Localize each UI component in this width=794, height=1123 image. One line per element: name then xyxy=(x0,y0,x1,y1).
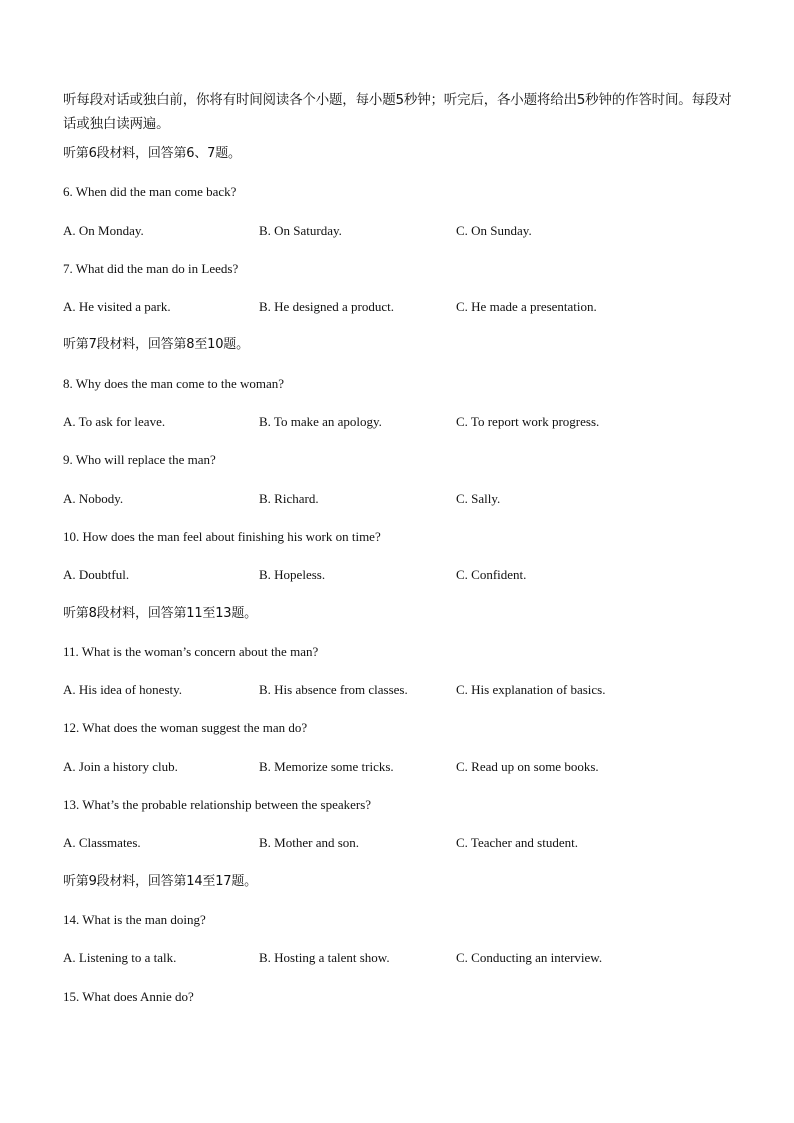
section-heading: 听第7段材料，回答第8至10题。 xyxy=(63,337,249,353)
option-b: B. Hopeless. xyxy=(259,567,326,583)
option-b: B. Richard. xyxy=(259,490,319,506)
question-text: 9. Who will replace the man? xyxy=(63,452,216,468)
question-text: 6. When did the man come back? xyxy=(63,184,237,200)
option-a: A. Listening to a talk. xyxy=(63,950,177,966)
question-text: 11. What is the woman’s concern about the man? xyxy=(63,643,319,659)
option-a: A. On Monday. xyxy=(63,222,144,238)
section-heading: 听第9段材料，回答第14至17题。 xyxy=(63,873,257,889)
options-row xyxy=(63,757,733,795)
option-c: C. On Sunday. xyxy=(456,222,532,238)
options-row xyxy=(63,833,733,871)
option-c: C. To report work progress. xyxy=(456,414,600,430)
option-c: C. Sally. xyxy=(456,490,501,506)
options-row xyxy=(63,565,733,603)
option-c: C. He made a presentation. xyxy=(456,299,597,315)
question-text: 7. What did the man do in Leeds? xyxy=(63,260,239,276)
option-b: B. His absence from classes. xyxy=(259,682,408,698)
option-b: B. He designed a product. xyxy=(259,299,395,315)
option-a: A. He visited a park. xyxy=(63,299,171,315)
section-heading: 听第8段材料，回答第11至13题。 xyxy=(63,605,257,621)
option-a: A. His idea of honesty. xyxy=(63,682,183,698)
option-a: A. Nobody. xyxy=(63,490,124,506)
option-b: B. To make an apology. xyxy=(259,414,382,430)
option-a: A. To ask for leave. xyxy=(63,414,166,430)
option-c: C. Confident. xyxy=(456,567,527,583)
question-text: 14. What is the man doing? xyxy=(63,911,206,927)
question-text: 8. Why does the man come to the woman? xyxy=(63,375,285,391)
option-a: A. Join a history club. xyxy=(63,758,178,774)
option-a: A. Doubtful. xyxy=(63,567,130,583)
option-b: B. Hosting a talent show. xyxy=(259,950,390,966)
section-heading: 听第6段材料，回答第6、7题。 xyxy=(63,146,241,161)
option-c: C. His explanation of basics. xyxy=(456,682,606,698)
option-c: C. Conducting an interview. xyxy=(456,950,603,966)
question-text: 15. What does Annie do? xyxy=(63,988,194,1004)
intro-paragraph: 听每段对话或独白前，你将有时间阅读各个小题，每小题5秒钟；听完后，各小题将给出5秒钟的作答时间。每段对话或独白读两遍。 xyxy=(63,92,732,132)
question-text: 12. What does the woman suggest the man do? xyxy=(63,720,308,736)
options-row xyxy=(63,412,733,450)
document-page xyxy=(63,88,733,1025)
question-text: 10. How does the man feel about finishing his work on time? xyxy=(63,528,381,544)
options-row xyxy=(63,221,733,259)
option-b: B. Memorize some tricks. xyxy=(259,758,394,774)
option-b: B. On Saturday. xyxy=(259,222,342,238)
question-text: 13. What’s the probable relationship between the speakers? xyxy=(63,797,372,813)
option-c: C. Teacher and student. xyxy=(456,835,578,851)
option-c: C. Read up on some books. xyxy=(456,758,599,774)
options-row xyxy=(63,297,733,335)
option-b: B. Mother and son. xyxy=(259,835,360,851)
options-row xyxy=(63,680,733,718)
option-a: A. Classmates. xyxy=(63,835,141,851)
options-row xyxy=(63,489,733,527)
options-row xyxy=(63,948,733,986)
